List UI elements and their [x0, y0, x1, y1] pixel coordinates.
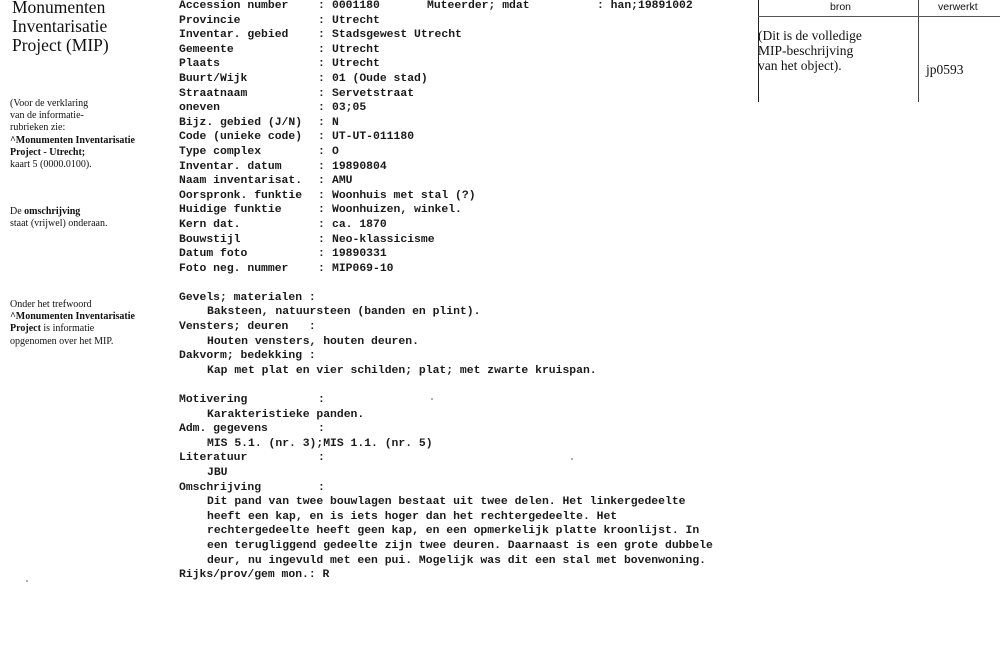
rijks-label: Rijks/prov/gem mon.	[179, 569, 309, 582]
field-value: Woonhuis met stal (?)	[332, 189, 476, 202]
left-title	[12, 0, 109, 55]
note-omschrijving	[10, 206, 107, 230]
note1-line-3: rubrieken zie:	[10, 122, 66, 134]
rijks-row: Rijks/prov/gem mon. : R	[179, 569, 330, 582]
source-col-bron: bron	[830, 1, 852, 13]
field-label: Bouwstijl	[179, 233, 241, 246]
scan-speck	[26, 580, 28, 582]
motivering-header: Motivering :	[179, 394, 325, 407]
record-field-row: oneven : 03;05	[179, 102, 367, 115]
field-label: Kern dat.	[179, 218, 241, 231]
field-value: MIP069-10	[332, 262, 394, 275]
rijks-value: R	[322, 569, 330, 582]
field-label: Code (unieke code)	[179, 131, 303, 144]
note2-pre: De	[10, 206, 25, 217]
muteerder-label: Muteerder; mdat	[427, 0, 530, 12]
literatuur-header: Literatuur :	[179, 452, 325, 465]
note2-line-2: staat (vrijwel) onderaan.	[10, 218, 108, 230]
record-field-row: Plaats : Utrecht	[179, 58, 380, 71]
field-value: ca. 1870	[332, 218, 387, 231]
field-label: Buurt/Wijk	[179, 72, 248, 85]
note3-line-4: opgenomen over het MIP.	[10, 335, 114, 347]
field-label: Type complex	[179, 145, 262, 158]
field-value: 19890331	[332, 248, 387, 261]
muteerder-value-wrap: : han;19891002	[597, 0, 693, 12]
field-label: oneven	[179, 102, 221, 115]
note3-bold-1: ^Monumenten Inventarisatie	[10, 311, 135, 323]
field-value: Utrecht	[332, 14, 380, 27]
omschrijving-line: een terugliggend gedeelte zijn twee deuren. Daarnaast is een grote dubbele	[207, 539, 713, 552]
field-label: Straatnaam	[179, 87, 248, 100]
field-label: Inventar. datum	[179, 160, 282, 173]
field-value: 01 (Oude stad)	[332, 72, 428, 85]
note1-line-1: (Voor de verklaring	[10, 98, 89, 109]
record-accession-row: Accession number : 0001180 Muteerder; mdat : han;19891002	[179, 0, 693, 12]
field-value: Utrecht	[332, 58, 380, 71]
record-field-row: Gemeente : Utrecht	[179, 43, 380, 56]
field-value: UT-UT-011180	[332, 131, 415, 144]
record-field-row: Bouwstijl : Neo-klassicisme	[179, 233, 435, 246]
source-text	[758, 28, 898, 73]
field-label: Naam inventarisat.	[179, 175, 303, 188]
record-field-row: Huidige funktie : Woonhuizen, winkel.	[179, 204, 462, 217]
field-value: Utrecht	[332, 43, 380, 56]
omschrijving-line: Dit pand van twee bouwlagen bestaat uit twee delen. Het linkergedeelte	[207, 496, 686, 509]
note3-rest-2: is informatie	[40, 323, 95, 335]
scan-speck	[431, 398, 433, 400]
dakvorm-value: Kap met plat en vier schilden; plat; met zwarte kruispan.	[207, 364, 597, 377]
source-text-line: (Dit is de volledige	[758, 28, 862, 43]
omschrijving-line: heeft een kap, en is iets hoger dan het rechtergedeelte. Het	[207, 510, 618, 523]
adm-value: MIS 5.1. (nr. 3);MIS 1.1. (nr. 5)	[207, 437, 433, 450]
record-field-row: Buurt/Wijk : 01 (Oude stad)	[179, 72, 428, 85]
field-value: N	[332, 116, 339, 129]
record-field-row: Straatnaam : Servetstraat	[179, 87, 415, 100]
accession-value: 0001180	[332, 0, 380, 12]
field-label: Bijz. gebied (J/N)	[179, 116, 303, 129]
muteerder-value: han;19891002	[610, 0, 693, 12]
left-title-line-2: Inventarisatie	[12, 16, 108, 36]
field-value: 19890804	[332, 160, 387, 173]
record-field-row: Oorspronk. funktie : Woonhuis met stal (?)	[179, 189, 476, 202]
left-title-line-3: Project (MIP)	[12, 35, 109, 55]
left-title-line-1: Monumenten	[12, 0, 106, 17]
field-label: Gemeente	[179, 43, 234, 56]
record-field-row: Naam inventarisat. : AMU	[179, 175, 353, 188]
field-label: Plaats	[179, 58, 221, 71]
field-label: Inventar. gebied	[179, 29, 289, 42]
scan-speck	[571, 458, 573, 460]
field-value: Stadsgewest Utrecht	[332, 29, 462, 42]
record-field-row: Datum foto : 19890331	[179, 248, 387, 261]
record-field-row: Foto neg. nummer : MIP069-10	[179, 262, 394, 275]
source-col-verwerkt: verwerkt	[938, 1, 978, 13]
field-label: Oorspronk. funktie	[179, 189, 303, 202]
motivering-value: Karakteristieke panden.	[207, 408, 365, 421]
field-label: Foto neg. nummer	[179, 262, 289, 275]
field-label: Provincie	[179, 14, 241, 27]
accession-label: Accession number	[179, 0, 289, 12]
omschrijving-header: Omschrijving :	[179, 481, 325, 494]
field-list	[179, 14, 713, 277]
note3-bold-2: Project	[10, 323, 41, 335]
record-field-row: Kern dat. : ca. 1870	[179, 218, 387, 231]
adm-header: Adm. gegevens :	[179, 423, 325, 436]
source-text-line: van het object).	[758, 58, 842, 73]
omschrijving-line: deur, nu ingevuld met een pui. Mogelijk was dit een stal met bovenwoning.	[207, 554, 706, 567]
field-label: Datum foto	[179, 248, 248, 261]
verwerkt-value: jp0593	[926, 62, 964, 77]
vensters-header: Vensters; deuren :	[179, 321, 316, 334]
field-value: Servetstraat	[332, 87, 415, 100]
field-value: Woonhuizen, winkel.	[332, 204, 462, 217]
note-trefwoord	[10, 299, 135, 348]
source-text-line: MIP-beschrijving	[758, 43, 854, 58]
field-value: Neo-klassicisme	[332, 233, 435, 246]
gevels-header: Gevels; materialen :	[179, 291, 316, 304]
note1-line-2: van de informatie-	[10, 110, 84, 122]
field-value: AMU	[332, 175, 353, 188]
record-field-row: Inventar. datum : 19890804	[179, 160, 387, 173]
record-field-row: Bijz. gebied (J/N) : N	[179, 116, 339, 129]
note-verklaring	[10, 98, 135, 171]
field-value: 03;05	[332, 102, 367, 115]
note1-bold-2: Project - Utrecht;	[10, 146, 86, 158]
field-label: Huidige funktie	[179, 204, 282, 217]
omschrijving-line: rechtergedeelte heeft geen kap, en een opmerkelijk platte kroonlijst. In	[207, 525, 700, 538]
note1-bold-1: ^Monumenten Inventarisatie	[10, 134, 135, 146]
literatuur-value: JBU	[207, 467, 228, 479]
source-table	[758, 0, 1000, 102]
field-value: O	[332, 145, 339, 158]
record-field-row: Provincie : Utrecht	[179, 14, 380, 27]
note1-tail: kaart 5 (0000.0100).	[10, 159, 92, 171]
record-field-row: Inventar. gebied : Stadsgewest Utrecht	[179, 29, 462, 42]
note2-bold: omschrijving	[24, 206, 81, 217]
dakvorm-header: Dakvorm; bedekking :	[179, 350, 316, 363]
record-body	[179, 0, 713, 583]
gevels-value: Baksteen, natuursteen (banden en plint).	[207, 306, 481, 319]
record-field-row: Code (unieke code) : UT-UT-011180	[179, 131, 415, 144]
record-field-row: Type complex : O	[179, 145, 339, 158]
vensters-value: Houten vensters, houten deuren.	[207, 335, 419, 348]
note3-line-1: Onder het trefwoord	[10, 299, 92, 310]
